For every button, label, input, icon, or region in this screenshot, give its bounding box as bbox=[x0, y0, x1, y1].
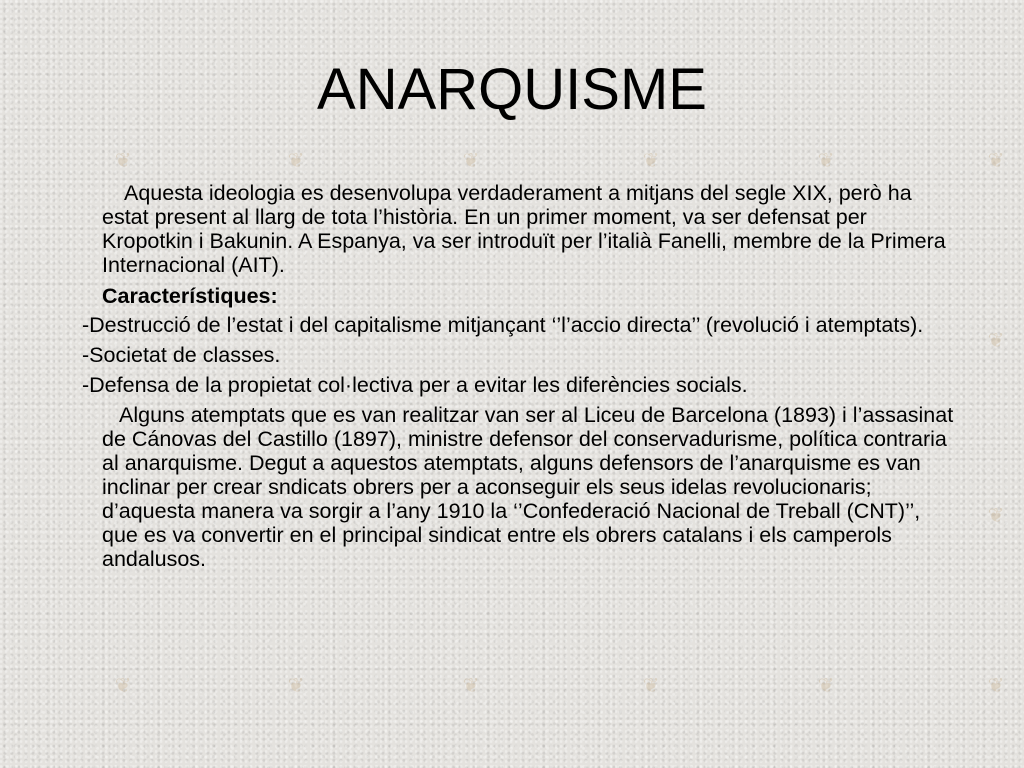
slide-title: ANARQUISME bbox=[317, 57, 707, 122]
background-watermark-icon: ❦ bbox=[987, 330, 1005, 352]
intro-paragraph: Aquesta ideologia es desenvolupa verdaderament a mitjans del segle XIX, però ha estat present al llarg de tota l’història. En un primer moment, va ser defensat per Kropotkin i Bakunin. A Espanya, va ser introduït per l’italià Fanelli, membre de la Primera Internacional (AIT). bbox=[102, 181, 946, 277]
background-watermark-icon: ❦ bbox=[987, 675, 1005, 697]
background-watermark-icon: ❦ bbox=[817, 675, 835, 697]
slide-body bbox=[82, 181, 962, 578]
characteristic-item: -Destrucció de l’estat i del capitalisme mitjançant ‘’l’accio directa’’ (revolució i atemptats). bbox=[82, 313, 924, 337]
background-watermark-icon: ❦ bbox=[987, 505, 1005, 527]
background-watermark-icon: ❦ bbox=[462, 150, 480, 172]
background-watermark-icon: ❦ bbox=[642, 150, 660, 172]
background-watermark-icon: ❦ bbox=[114, 675, 132, 697]
background-watermark-icon: ❦ bbox=[987, 150, 1005, 172]
characteristic-item: -Societat de classes. bbox=[82, 343, 281, 367]
background-watermark-icon: ❦ bbox=[462, 675, 480, 697]
background-watermark-icon: ❦ bbox=[287, 150, 305, 172]
characteristics-heading: Característiques: bbox=[102, 284, 278, 308]
background-watermark-icon: ❦ bbox=[114, 150, 132, 172]
background-watermark-icon: ❦ bbox=[817, 150, 835, 172]
closing-paragraph: Alguns atemptats que es van realitzar van ser al Liceu de Barcelona (1893) i l’assasinat de Cánovas del Castillo (1897), ministre defensor del conservadurisme, política contraria al anarquisme. Degut a aquestos atemptats, alguns defensors de l’anarquisme es van inclinar per crear sndicats obrers per a aconseguir els seus idelas revolucionaris; d’aquesta manera va sorgir a l’any 1910 la ‘’Confederació Nacional de Treball (CNT)’’, que es va convertir en el principal sindicat entre els obrers catalans i els camperols andalusos. bbox=[102, 403, 954, 571]
background-watermark-icon: ❦ bbox=[642, 675, 660, 697]
background-watermark-icon: ❦ bbox=[287, 675, 305, 697]
characteristic-item: -Defensa de la propietat col·lectiva per a evitar les diferències socials. bbox=[82, 373, 748, 397]
